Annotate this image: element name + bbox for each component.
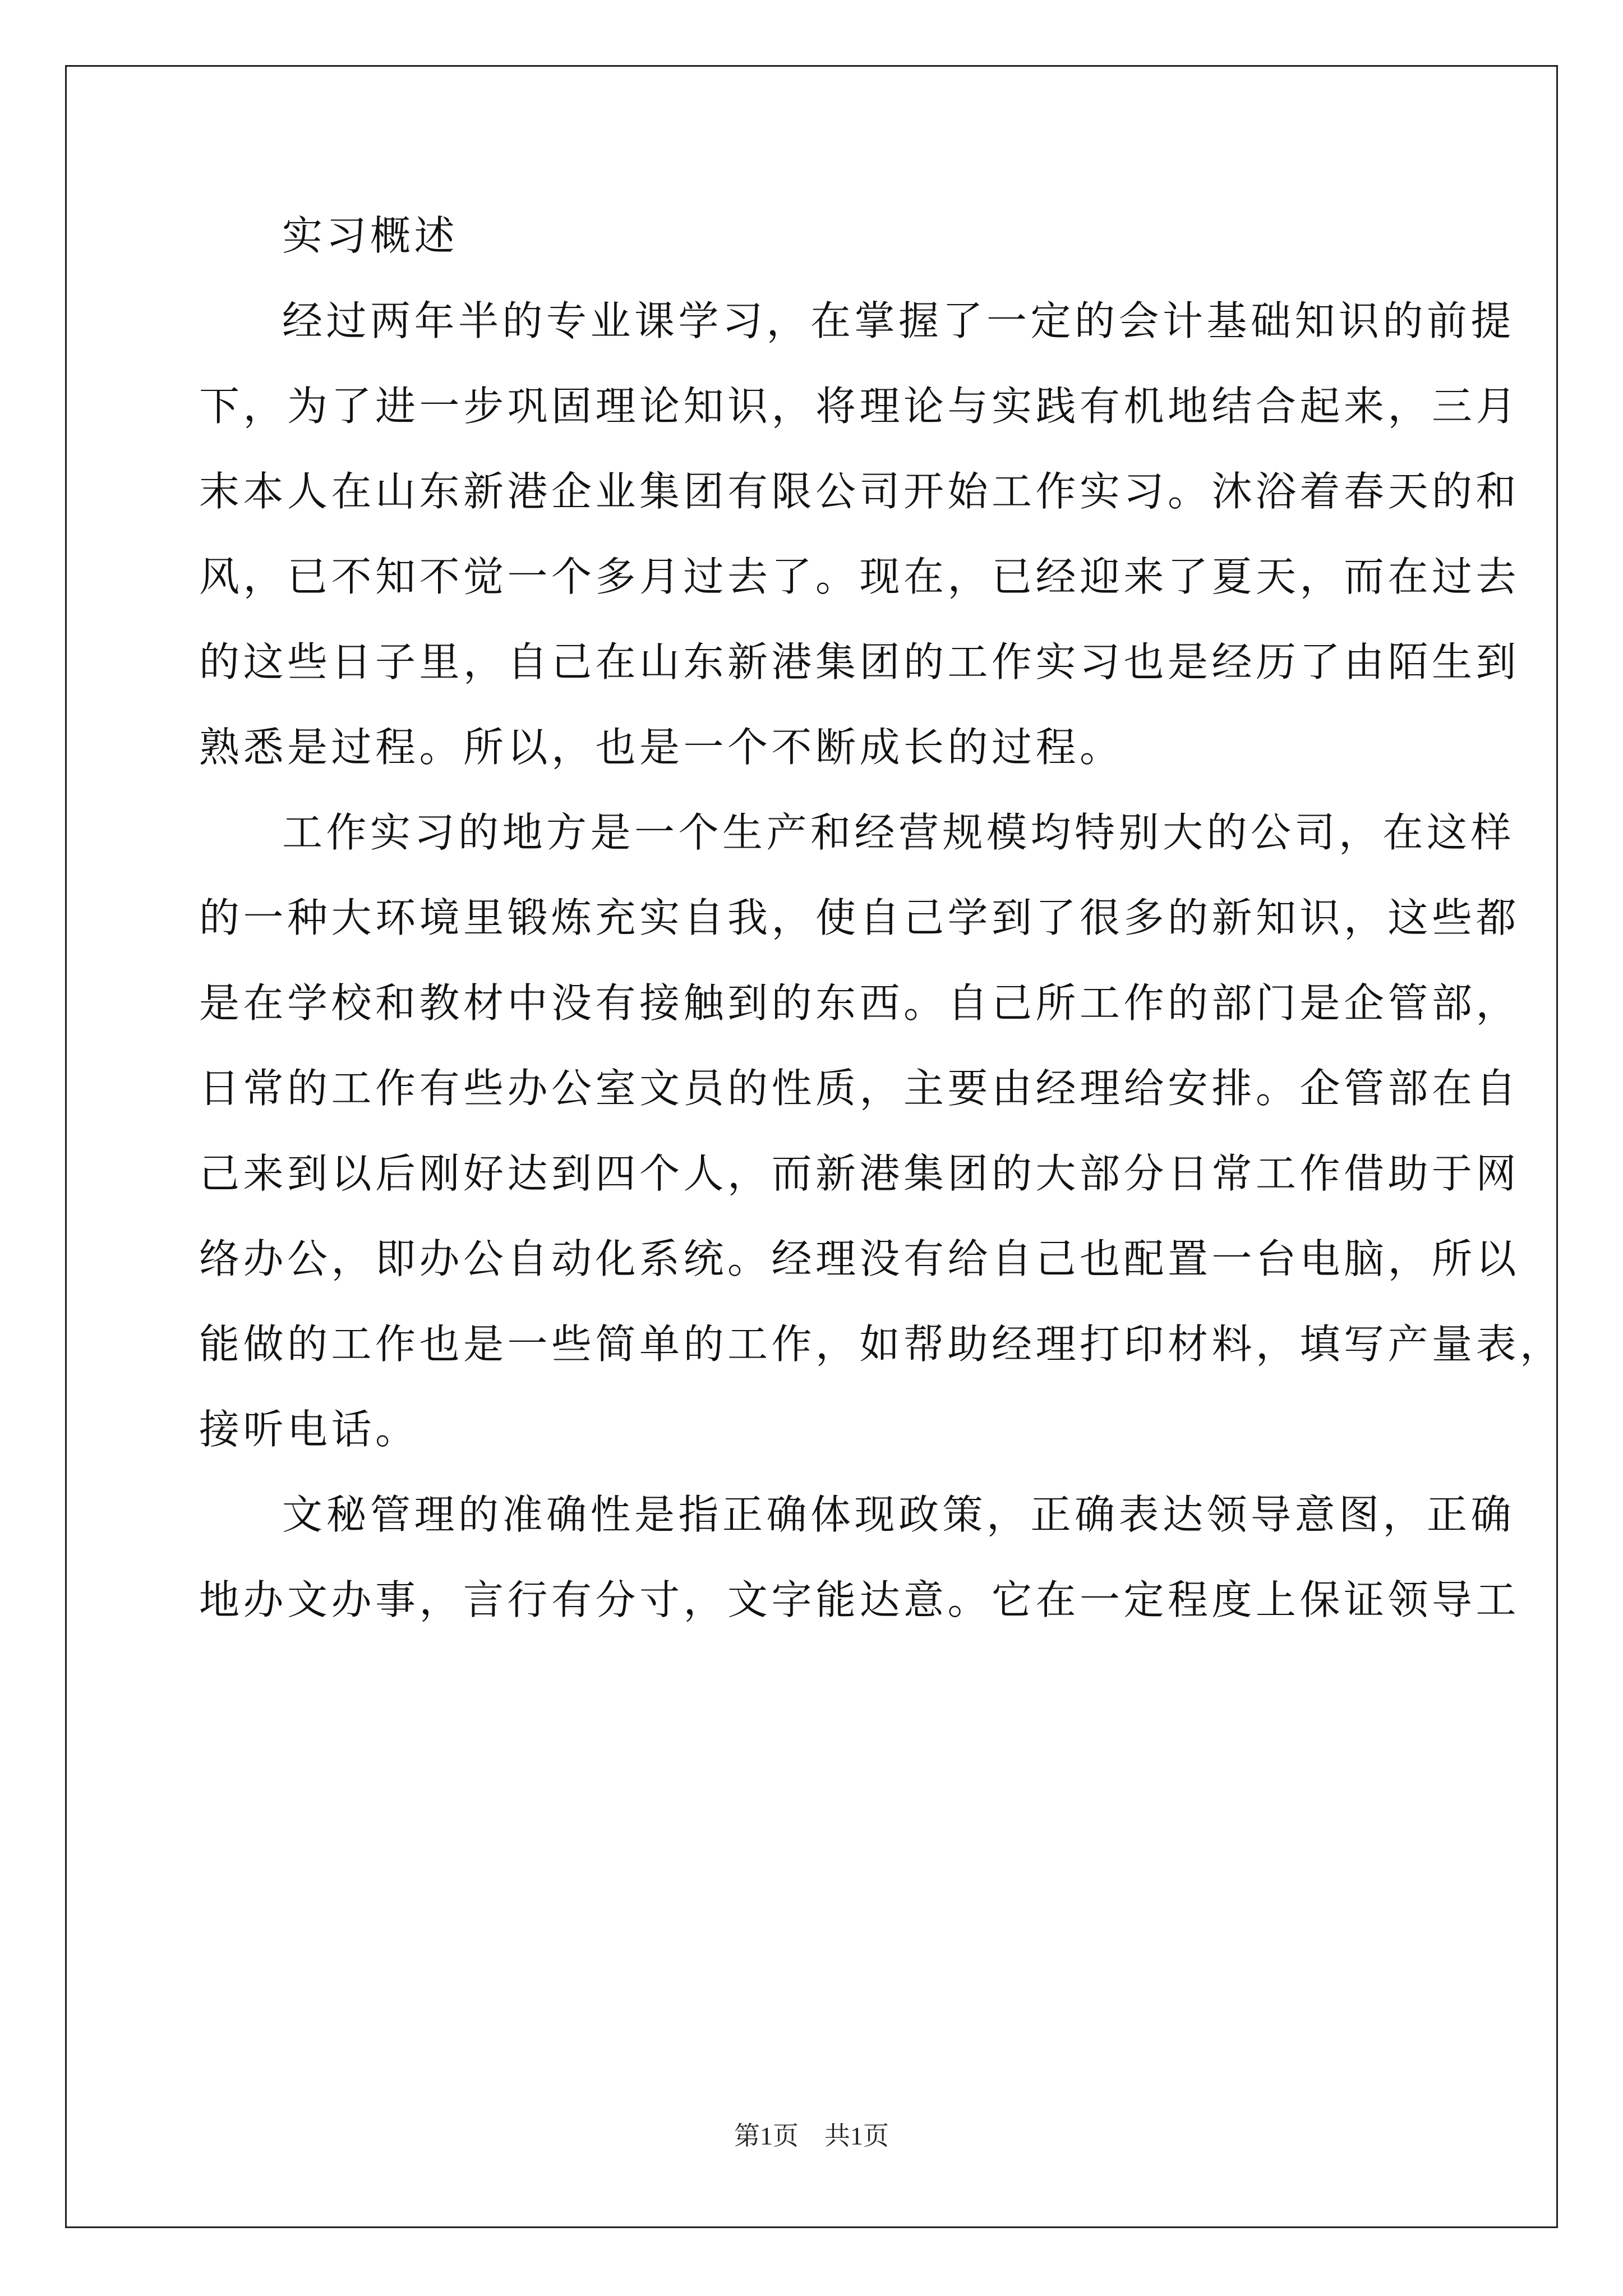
paragraph-line: 下，为了进一步巩固理论知识，将理论与实践有机地结合起来，三月 [199,383,1520,430]
paragraph-line: 末本人在山东新港企业集团有限公司开始工作实习。沐浴着春天的和 [199,468,1520,515]
paragraph-line: 的这些日子里，自己在山东新港集团的工作实习也是经历了由陌生到 [199,638,1520,685]
paragraph-line: 接听电话。 [199,1406,419,1453]
page-footer: 第1页 共1页 [734,2122,889,2150]
paragraph-line: 络办公，即办公自动化系统。经理没有给自己也配置一台电脑，所以 [199,1235,1520,1282]
paragraph-line: 是在学校和教材中没有接触到的东西。自己所工作的部门是企管部， [199,979,1520,1027]
paragraph-line: 工作实习的地方是一个生产和经营规模均特别大的公司，在这样 [282,809,1515,856]
paragraph-line: 地办文办事，言行有分寸，文字能达意。它在一定程度上保证领导工 [199,1576,1520,1623]
paragraph-line: 文秘管理的准确性是指正确体现政策，正确表达领导意图，正确 [282,1491,1515,1538]
paragraph-line: 经过两年半的专业课学习，在掌握了一定的会计基础知识的前提 [282,297,1515,344]
section-heading: 实习概述 [282,212,459,259]
paragraph-line: 风，已不知不觉一个多月过去了。现在，已经迎来了夏天，而在过去 [199,553,1520,600]
paragraph-line: 己来到以后刚好达到四个人，而新港集团的大部分日常工作借助于网 [199,1150,1520,1197]
paragraph-line: 日常的工作有些办公室文员的性质，主要由经理给安排。企管部在自 [199,1065,1520,1112]
paragraph-line: 能做的工作也是一些简单的工作，如帮助经理打印材料，填写产量表， [199,1320,1564,1368]
paragraph-line: 的一种大环境里锻炼充实自我，使自己学到了很多的新知识，这些都 [199,894,1520,941]
paragraph-line: 熟悉是过程。所以，也是一个不断成长的过程。 [199,724,1124,771]
